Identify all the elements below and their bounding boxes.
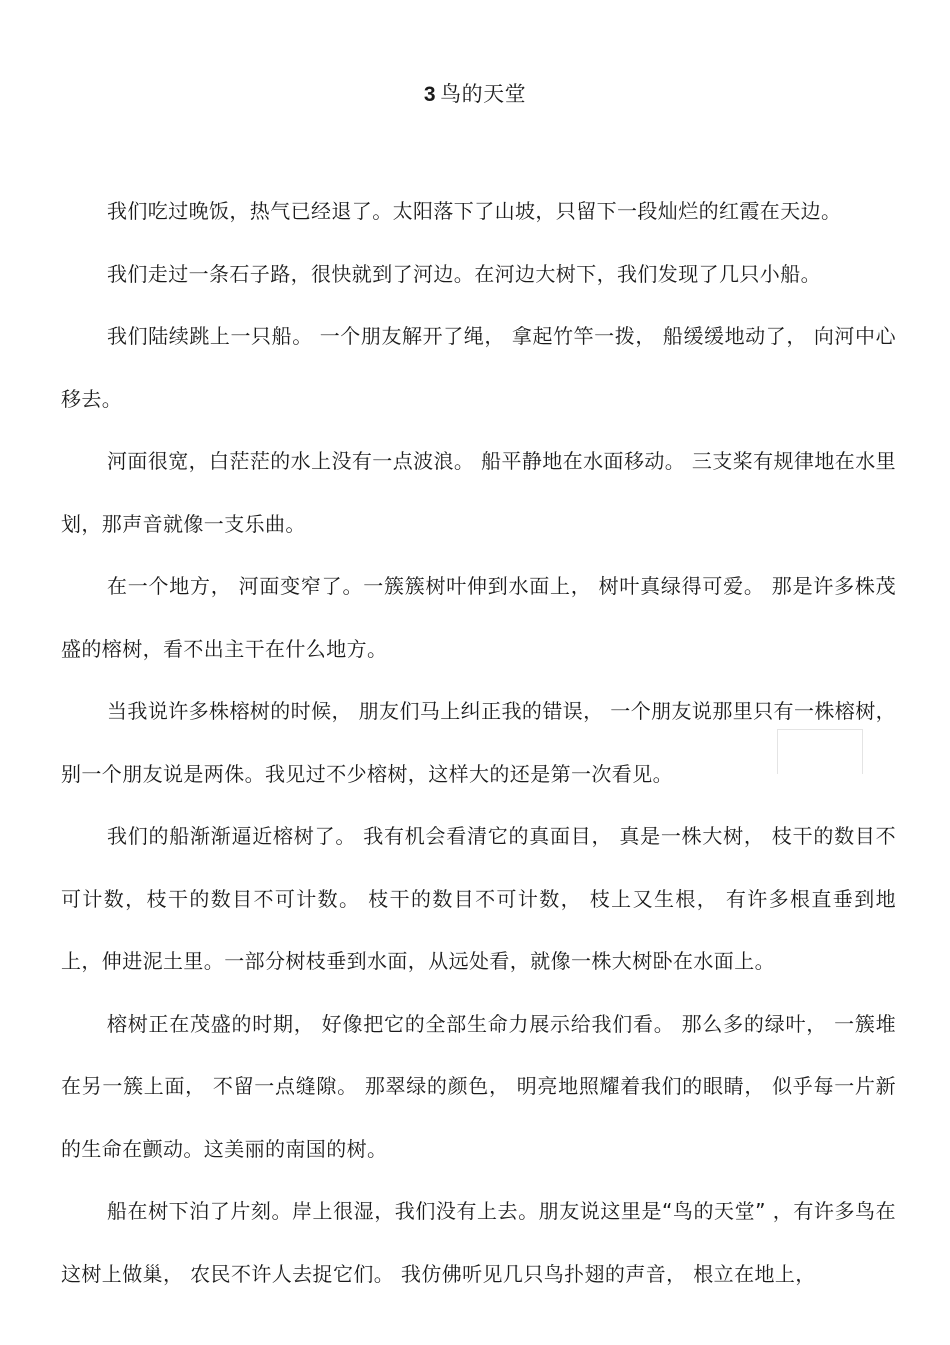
paragraph-5: 在一个地方， 河面变窄了。一簇簇树叶伸到水面上， 树叶真绿得可爱。 那是许多株茂盛的榕树，看不出主干在什么地方。 (61, 574, 896, 661)
paragraph-3: 我们陆续跳上一只船。 一个朋友解开了绳， 拿起竹竿一拨， 船缓缓地动了， 向河中心移去。 (61, 324, 896, 411)
paragraph-2: 我们走过一条石子路，很快就到了河边。在河边大树下，我们发现了几只小船。 (107, 261, 821, 286)
paragraph-8: 榕树正在茂盛的时期， 好像把它的全部生命力展示给我们看。 那么多的绿叶， 一簇堆在另一簇上面， 不留一点缝隙。 那翠绿的颜色， 明亮地照耀着我们的眼睛， 似乎每一片新的生命在颤动。这美丽的南国的树。 (61, 1011, 896, 1161)
empty-frame (777, 729, 863, 774)
paragraph-1: 我们吃过晚饭，热气已经退了。太阳落下了山坡，只留下一段灿烂的红霞在天边。 (107, 199, 842, 223)
page-title (0, 78, 950, 111)
title-text: 鸟的天堂 (440, 82, 527, 106)
paragraph-7: 我们的船渐渐逼近榕树了。 我有机会看清它的真面目， 真是一株大树， 枝干的数目不可计数，枝干的数目不可计数。 枝干的数目不可计数， 枝上又生根， 有许多根直垂到地上，伸进泥土里。一部分树枝垂到水面，从远处看，就像一株大树卧在水面上。 (61, 824, 896, 973)
paragraph-9: 船在树下泊了片刻。岸上很湿，我们没有上去。朋友说这里是“鸟的天堂” ，有许多鸟在这树上做巢， 农民不许人去捉它们。 我仿佛听见几只鸟扑翅的声音， 根立在地上， (61, 1199, 896, 1286)
paragraph-6: 当我说许多株榕树的时候， 朋友们马上纠正我的错误， 一个朋友说那里只有一株榕树，别一个朋友说是两侏。我见过不少榕树，这样大的还是第一次看见。 (61, 699, 896, 786)
title-number: 3 (423, 83, 437, 106)
paragraph-4: 河面很宽，白茫茫的水上没有一点波浪。 船平静地在水面移动。 三支桨有规律地在水里划，那声音就像一支乐曲。 (61, 449, 896, 536)
article-body (61, 180, 896, 1305)
